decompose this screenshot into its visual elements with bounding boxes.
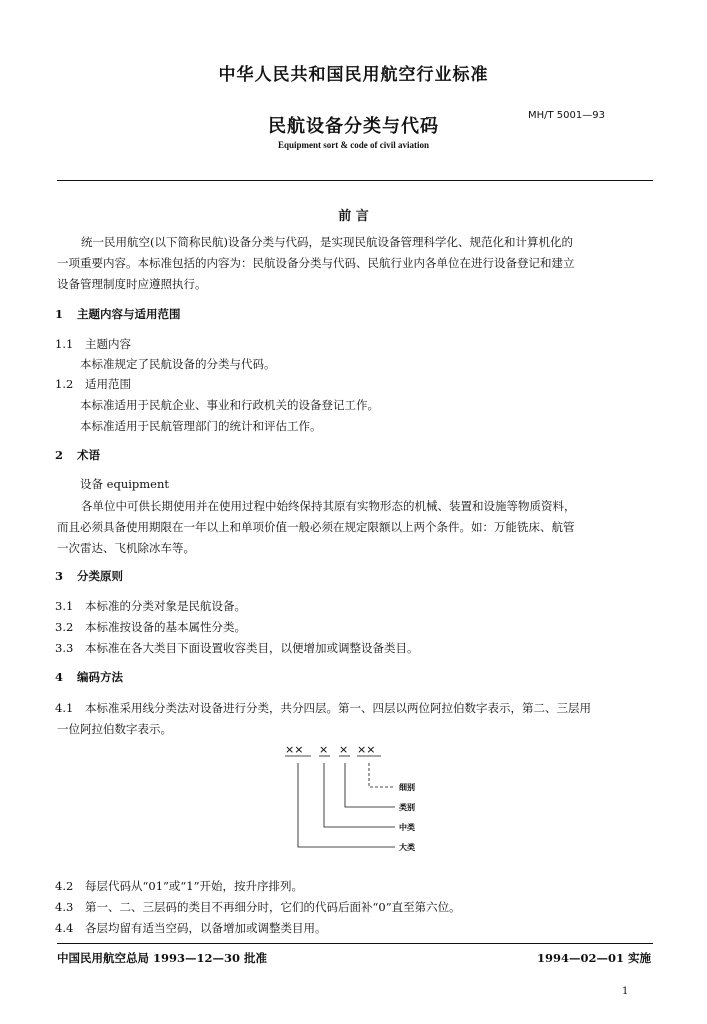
section-1-heading (55, 306, 181, 322)
level-label: 大类 (399, 842, 415, 852)
section-1-2-text: 本标准适用于民航管理部门的统计和评估工作。 (80, 419, 322, 433)
preface-line: 统一民用航空(以下简称民航)设备分类与代码，是实现民航设备管理科学化、规范化和计算机化的 (81, 235, 573, 249)
term-entry: 设备 equipment (80, 477, 170, 491)
item-text: 本标准采用线分类法对设备进行分类，共分四层。第一、四层以两位阿拉伯数字表示，第二、三层用 (85, 701, 591, 715)
section-2-heading (55, 447, 100, 463)
section-title: 适用范围 (85, 377, 131, 391)
section-number: 1 (55, 307, 64, 321)
section-4-item (55, 920, 327, 936)
item-number: 3.3 (55, 641, 74, 655)
section-4-heading (55, 669, 123, 685)
section-1-1-heading (55, 336, 131, 352)
section-title: 术语 (77, 448, 100, 462)
section-3-item (55, 640, 419, 656)
document-title: 民航设备分类与代码 (268, 116, 439, 137)
section-number: 3 (55, 569, 64, 583)
section-4-1-line: 一位阿拉伯数字表示。 (57, 722, 172, 736)
standard-code: MH/T 5001—93 (528, 110, 605, 121)
section-3-item (55, 598, 246, 614)
preface-line: 一项重要内容。本标准包括的内容为：民航设备分类与代码、民航行业内各单位在进行设备登记和建立 (57, 256, 575, 270)
item-number: 3.2 (55, 620, 74, 634)
code-segment-3: × (339, 743, 349, 756)
section-number: 1.2 (55, 377, 74, 391)
standard-organization: 中华人民共和国民用航空行业标准 (218, 65, 489, 85)
item-text: 本标准按设备的基本属性分类。 (85, 620, 246, 634)
footer-divider (57, 943, 653, 944)
connector-line (345, 763, 395, 807)
level-label: 细别 (399, 782, 415, 792)
section-number: 1.1 (55, 337, 74, 351)
connector-line (298, 763, 395, 847)
preface-line: 设备管理制度时应遵照执行。 (57, 277, 207, 291)
section-number: 2 (55, 448, 64, 462)
code-segment-4: ×× (357, 743, 376, 756)
header-divider (57, 180, 653, 181)
preface-heading: 前 言 (338, 209, 369, 224)
item-number: 4.2 (55, 879, 74, 893)
definition-line: 而且必须具备使用期限在一年以上和单项价值一般必须在规定限额以上两个条件。如：万能铣床、航管 (57, 520, 575, 534)
item-text: 本标准在各大类目下面设置收容类目，以便增加或调整设备类目。 (85, 641, 419, 655)
item-text: 本标准的分类对象是民航设备。 (85, 599, 246, 613)
item-number: 4.4 (55, 921, 74, 935)
section-title: 主题内容 (85, 337, 131, 351)
item-number: 3.1 (55, 599, 74, 613)
section-3-item (55, 619, 246, 635)
section-1-2-text: 本标准适用于民航企业、事业和行政机关的设备登记工作。 (80, 398, 379, 412)
definition-line: 各单位中可供长期使用并在使用过程中始终保持其原有实物形态的机械、装置和设施等物质资料， (81, 499, 576, 513)
section-title: 分类原则 (77, 569, 123, 583)
section-4-1-line (55, 700, 591, 716)
section-title: 主题内容与适用范围 (77, 307, 181, 321)
section-4-item (55, 899, 461, 915)
section-3-heading (55, 568, 123, 584)
code-structure-diagram (283, 741, 433, 861)
section-1-1-text: 本标准规定了民航设备的分类与代码。 (80, 357, 276, 371)
code-segment-1: ×× (285, 743, 304, 756)
preface-paragraph (57, 232, 653, 295)
section-number: 4 (55, 670, 64, 684)
item-text: 各层均留有适当空码，以备增加或调整类目用。 (85, 921, 327, 935)
section-title: 编码方法 (77, 670, 123, 684)
term-definition (57, 496, 653, 559)
item-text: 第一、二、三层码的类目不再细分时，它们的代码后面补“0”直至第六位。 (85, 900, 461, 914)
connector-line (369, 763, 395, 787)
page-number: 1 (622, 986, 629, 997)
english-title: Equipment sort & code of civil aviation (278, 140, 429, 150)
level-label: 中类 (399, 822, 415, 832)
section-4-item (55, 878, 303, 894)
item-text: 每层代码从“01”或“1”开始，按升序排列。 (85, 879, 303, 893)
item-number: 4.1 (55, 701, 74, 715)
approval-date: 中国民用航空总局 1993—12—30 批准 (57, 951, 268, 965)
definition-line: 一次雷达、飞机除冰车等。 (57, 541, 195, 555)
item-number: 4.3 (55, 900, 74, 914)
level-label: 类别 (399, 802, 415, 812)
connector-line (324, 763, 395, 827)
effective-date: 1994—02—01 实施 (537, 951, 652, 965)
code-segment-2: × (319, 743, 329, 756)
section-1-2-heading (55, 376, 131, 392)
